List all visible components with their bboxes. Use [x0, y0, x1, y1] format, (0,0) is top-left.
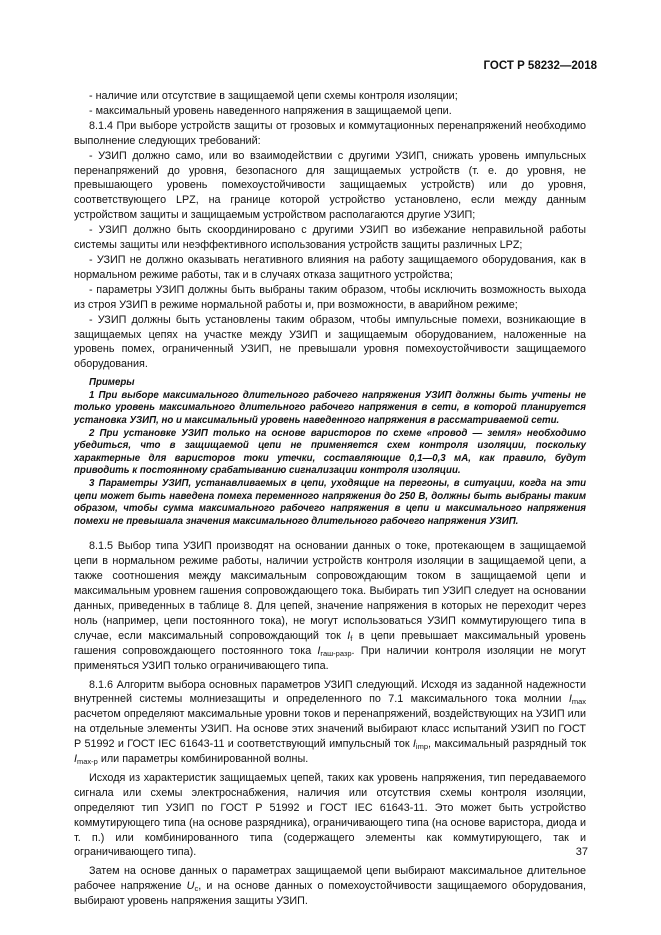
list-item: - УЗИП не должно оказывать негативного влияния на работу защищаемого оборудования, как в нормальном режиме работы, так и в случаях отказа защитного устройства;: [74, 253, 586, 281]
page-number: 37: [575, 846, 588, 858]
paragraph-circuit-characteristics: Исходя из характеристик защищаемых цепей, таких как уровень напряжения, тип передаваемого сигнала или схемы электроснабжения, наличия или отсутствия схемы контроля изоляции, определяют тип УЗИП по ГОСТ Р 51992 и ГОСТ IEC 61643-11. Это может быть устройство коммутирующего типа (на основе разрядника), ограничивающего типа (на основе варистора, диода и т. п.) или комбинированного типа (содержащего элементы как коммутирующего, так и ограничивающего типа).: [74, 771, 586, 859]
example-item: 1 При выборе максимального длительного рабочего напряжения УЗИП должны быть учтены не только уровень максимального длительного рабочего напряжения в сети, в которой планируется установка УЗИП, но и максимальный уровень наведенного напряжения в рассматриваемой сети.: [74, 389, 586, 426]
list-item: - УЗИП должны быть установлены таким образом, чтобы импульсные помехи, возникающие в защищаемых цепях на участке между УЗИП и защищаемым оборудованием, наложенные на уровень помех, ограниченный УЗИП, не превышали уровня помехоустойчивости защищаемого оборудования.: [74, 313, 586, 371]
example-item: 3 Параметры УЗИП, устанавливаемых в цепи, уходящие на перегоны, в ситуации, когда на эти цепи может быть наведена помеха переменного напряжения до 250 В, должны быть выбраны таким образом, чтобы сумма максимального рабочего напряжения в цепи и максимального напряжения помехи не превышала значения максимального длительного рабочего напряжения УЗИП.: [74, 477, 586, 527]
clause-8-1-5: 8.1.5 Выбор типа УЗИП производят на основании данных о токе, протекающем в защищаемой цепи в нормальном режиме работы, наличии устройств контроля изоляции в защищаемой цепи, а также соотношения между максимальным сопровождающим током в защищаемой цепи и максимальным уровнем гашения сопровождающего тока. Выбирать тип УЗИП следует на основании данных, приведенных в таблице 8. Для цепей, значение напряжения в которых не переходит через ноль (например, цепи постоянного тока), не могут использоваться УЗИП коммутирующего типа в случае, если максимальный сопровождающий ток $I_f$ в цепи превышает максимальный уровень гашения сопровождающего постоянного тока $I_{гаш-разр}$. При наличии контроля изоляции не могут применяться УЗИП только ограничивающего типа.: [74, 540, 587, 672]
list-item: - параметры УЗИП должны быть выбраны таким образом, чтобы исключить возможность выхода из строя УЗИП в режиме нормальной работы и, при возможности, в аварийном режиме;: [74, 283, 586, 311]
paragraph-voltage-selection: Затем на основе данных о параметрах защищаемой цепи выбирают максимальное длительное рабочее напряжение $U_c$, и на основе данных о помехоустойчивости защищаемого оборудования, выбирают уровень напряжения защиты УЗИП.: [74, 865, 586, 908]
clause-8-1-4: 8.1.4 При выборе устройств защиты от грозовых и коммутационных перенапряжений необходимо выполнение следующих требований:: [74, 119, 586, 147]
list-item: - УЗИП должно само, или во взаимодействии с другими УЗИП, снижать уровень импульсных перенапряжений до уровня, безопасного для защищаемых устройств (т. е. до уровня, не превышающего уровень помехоустойчивости защищаемых устройств) или до уровня, соответствующего LPZ, на границе которой устройство установлено, если между данным устройством защиты и защищаемым устройством располагаются другие УЗИП;: [74, 149, 586, 222]
examples-heading: Примеры: [89, 377, 135, 389]
example-item: 2 При установке УЗИП только на основе варисторов по схеме «провод — земля» необходимо убедиться, что в защищаемой цепи не применяется схем контроля изоляции, поскольку характерные для варисторов токи утечки, составляющие 0,1—0,3 мА, как правило, будут приводить к постоянному срабатыванию сигнализации контроля изоляции.: [74, 427, 586, 477]
document-standard-id: ГОСТ Р 58232—2018: [483, 60, 597, 72]
clause-8-1-6: 8.1.6 Алгоритм выбора основных параметров УЗИП следующий. Исходя из заданной надежности внутренней системы молниезащиты и определенного по 7.1 максимального тока молнии $I_{max}$ расчетом определяют максимальные уровни токов и перенапряжений, воздействующих на УЗИП или на отдельные элементы УЗИП. На основе этих значений выбирают класс испытаний УЗИП по ГОСТ Р 51992 и ГОСТ IEC 61643-11 и соответствующий импульсный ток $I_{imp}$, максимальный разрядный ток $I_{max-p}$ или параметры комбинированной волны.: [74, 678, 587, 767]
document-body: [74, 89, 586, 909]
list-item: - максимальный уровень наведенного напряжения в защищаемой цепи.: [89, 104, 452, 117]
examples-block: [74, 377, 586, 528]
list-item: - УЗИП должно быть скоординировано с другими УЗИП во избежание неправильной работы системы защиты или неэффективного использования устройств защиты различных LPZ;: [74, 224, 586, 252]
list-item: - наличие или отсутствие в защищаемой цепи схемы контроля изоляции;: [89, 90, 458, 102]
